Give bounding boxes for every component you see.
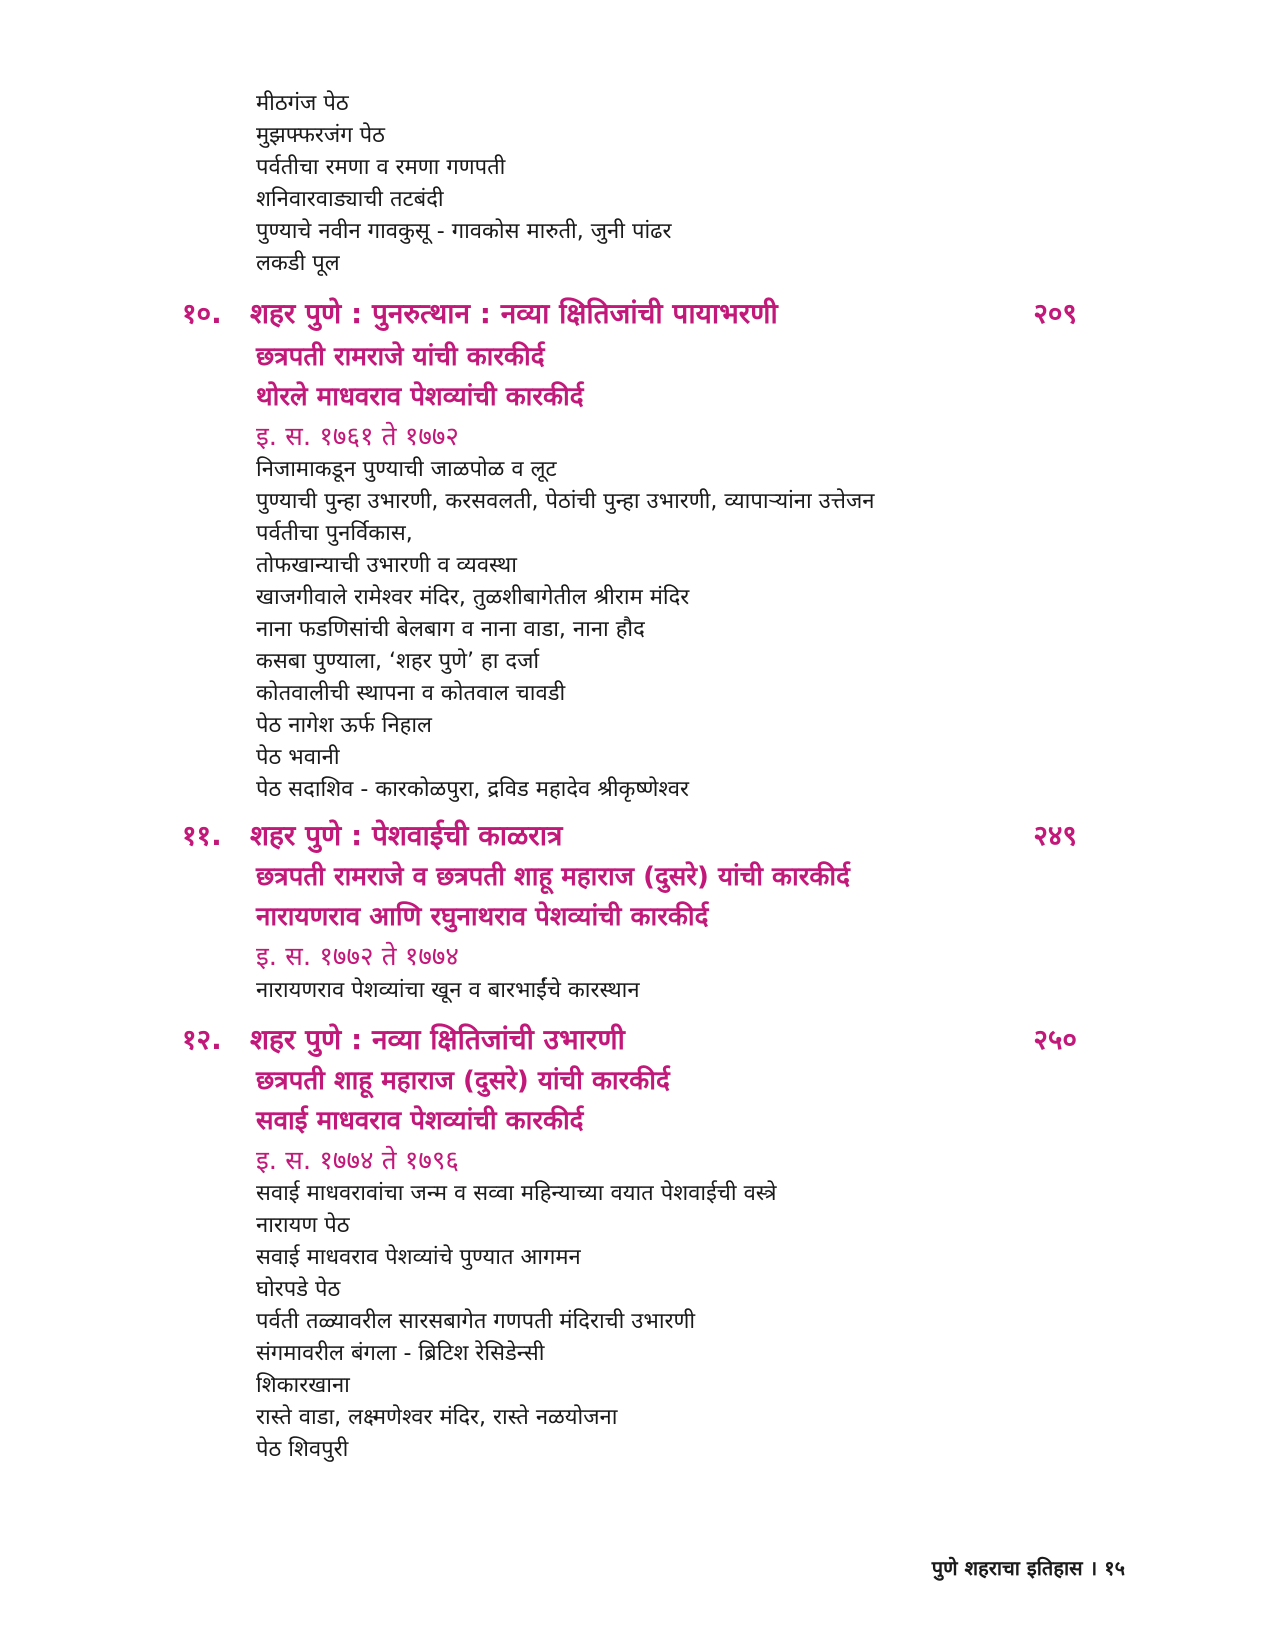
toc-item: नारायणराव पेशव्यांचा खून व बारभाईंचे कारस्थान — [256, 978, 640, 1003]
chapter-page-number: २५० — [1033, 1023, 1077, 1056]
chapter-number: ११. — [182, 819, 222, 852]
chapter-subheading: छत्रपती रामराजे व छत्रपती शाहू महाराज (दुसरे) यांची कारकीर्द — [256, 862, 850, 892]
toc-item: कसबा पुण्याला, ‘शहर पुणे’ हा दर्जा — [256, 649, 540, 674]
toc-item: सवाई माधवराव पेशव्यांचे पुण्यात आगमन — [256, 1245, 581, 1270]
chapter-period: इ. स. १७७२ ते १७७४ — [256, 942, 459, 972]
toc-item: पेठ भवानी — [256, 745, 340, 770]
chapter-page-number: २०९ — [1033, 297, 1077, 330]
toc-item: सवाई माधवरावांचा जन्म व सव्वा महिन्याच्या वयात पेशवाईची वस्त्रे — [256, 1181, 777, 1206]
chapter-number: १०. — [182, 297, 222, 330]
toc-item: शिकारखाना — [256, 1373, 350, 1398]
toc-item: पुण्याचे नवीन गावकुसू - गावकोस मारुती, जुनी पांढर — [256, 219, 672, 244]
toc-item: नारायण पेठ — [256, 1213, 350, 1238]
chapter-title: शहर पुणे : पेशवाईची काळरात्र — [250, 819, 563, 852]
page-number: १५ — [1104, 1556, 1125, 1580]
chapter-subheading: छत्रपती शाहू महाराज (दुसरे) यांची कारकीर्द — [256, 1066, 670, 1096]
toc-item: निजामाकडून पुण्याची जाळपोळ व लूट — [256, 457, 557, 482]
toc-item: पर्वतीचा पुनर्विकास, — [256, 521, 413, 546]
toc-item: संगमावरील बंगला - ब्रिटिश रेसिडेन्सी — [256, 1341, 545, 1366]
chapter-period: इ. स. १७७४ ते १७९६ — [256, 1146, 459, 1176]
chapter-heading — [182, 296, 1077, 332]
toc-item: पर्वतीचा रमणा व रमणा गणपती — [256, 155, 506, 180]
toc-item: पेठ शिवपुरी — [256, 1437, 349, 1462]
chapter-page-number: २४९ — [1033, 819, 1077, 852]
book-title: पुणे शहराचा इतिहास — [931, 1556, 1083, 1580]
chapter-title: शहर पुणे : पुनरुत्थान : नव्या क्षितिजांची पायाभरणी — [250, 297, 778, 330]
toc-item: तोफखान्याची उभारणी व व्यवस्था — [256, 553, 517, 578]
toc-item: कोतवालीची स्थापना व कोतवाल चावडी — [256, 681, 566, 706]
chapter-heading — [182, 1022, 1077, 1058]
page-footer — [932, 1555, 1125, 1581]
chapter-period: इ. स. १७६१ ते १७७२ — [256, 422, 459, 452]
toc-item: रास्ते वाडा, लक्ष्मणेश्वर मंदिर, रास्ते नळयोजना — [256, 1405, 618, 1430]
chapter-heading — [182, 818, 1077, 854]
toc-item: मुझफ्फरजंग पेठ — [256, 123, 385, 148]
toc-item: पेठ सदाशिव - कारकोळपुरा, द्रविड महादेव श्रीकृष्णेश्वर — [256, 777, 689, 802]
chapter-subheading: सवाई माधवराव पेशव्यांची कारकीर्द — [256, 1106, 584, 1136]
toc-item: शनिवारवाड्याची तटबंदी — [256, 187, 444, 212]
toc-item: लकडी पूल — [256, 251, 340, 276]
chapter-subheading: नारायणराव आणि रघुनाथराव पेशव्यांची कारकीर्द — [256, 902, 709, 932]
toc-item: मीठगंज पेठ — [256, 91, 349, 116]
toc-item: पर्वती तळ्यावरील सारसबागेत गणपती मंदिराची उभारणी — [256, 1309, 696, 1334]
toc-item: खाजगीवाले रामेश्वर मंदिर, तुळशीबागेतील श्रीराम मंदिर — [256, 585, 690, 610]
toc-item: पुण्याची पुन्हा उभारणी, करसवलती, पेठांची पुन्हा उभारणी, व्यापाऱ्यांना उत्तेजन — [256, 489, 875, 514]
chapter-subheading: थोरले माधवराव पेशव्यांची कारकीर्द — [256, 382, 584, 412]
toc-item: पेठ नागेश ऊर्फ निहाल — [256, 713, 432, 738]
toc-item: घोरपडे पेठ — [256, 1277, 341, 1302]
toc-item: नाना फडणिसांची बेलबाग व नाना वाडा, नाना हौद — [256, 617, 645, 642]
footer-separator: । — [1089, 1556, 1098, 1580]
chapter-number: १२. — [182, 1023, 222, 1056]
chapter-title: शहर पुणे : नव्या क्षितिजांची उभारणी — [250, 1023, 625, 1056]
chapter-subheading: छत्रपती रामराजे यांची कारकीर्द — [256, 342, 545, 372]
